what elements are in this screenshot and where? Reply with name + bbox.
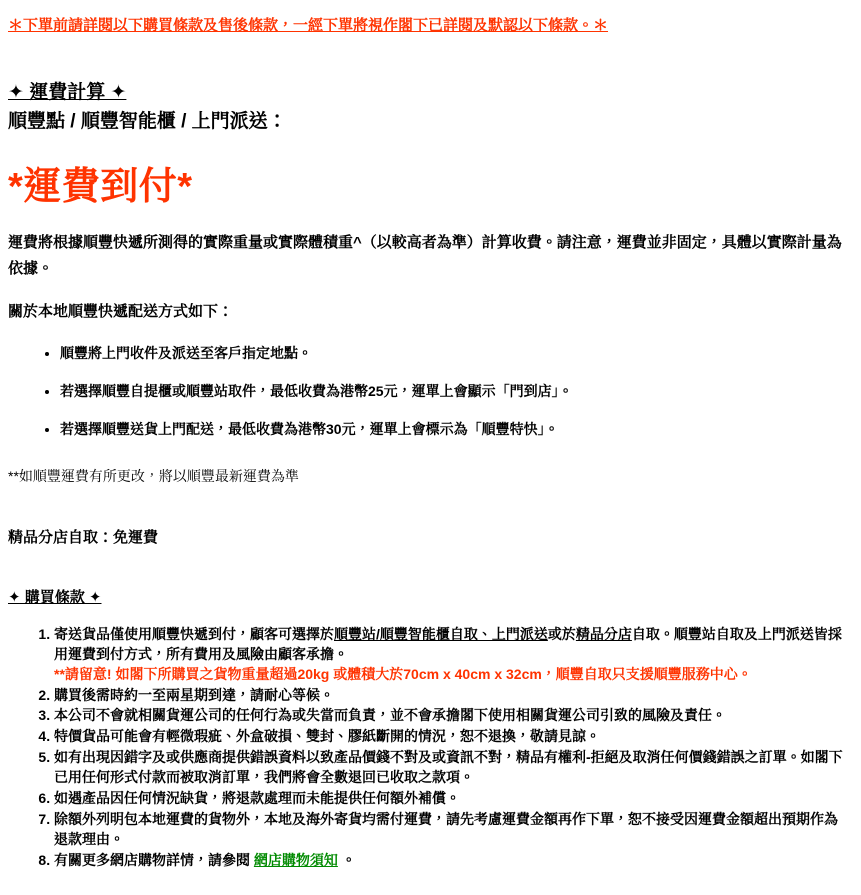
purchase-terms-list	[8, 625, 853, 871]
term-text: 如遇產品因任何情況缺貨，將退款處理而未能提供任何額外補償。	[54, 789, 460, 806]
underlined-pickup-option: 精品分店	[575, 625, 632, 642]
delivery-method-item: • 順豐將上門收件及派送至客戶指定地點。	[60, 344, 853, 364]
term-text: 除額外列明包本地運費的貨物外，本地及海外寄貨均需付運費，請先考慮運費金額再作下單，恕不接受因運費金額超出預期作為退款理由。	[54, 810, 838, 847]
term-text: 自取。順豐站自取及上門派送皆採用運費到付方式，所有費用及風險由顧客承擔。	[54, 625, 842, 662]
purchase-term-item	[54, 686, 853, 706]
shop-guide-link[interactable]: 網店購物須知	[253, 851, 338, 868]
purchase-term-item	[54, 706, 853, 726]
underlined-pickup-option: 順豐站/順豐智能櫃自取、上門派送	[334, 625, 548, 642]
freight-collect-headline: *運費到付*	[8, 165, 193, 208]
purchase-term-item	[54, 851, 853, 871]
purchase-term-item	[54, 810, 853, 850]
store-pickup-free-note: 精品分店自取：免運費	[8, 528, 159, 546]
term-text: 寄送貨品僅使用順豐快遞到付，顧客可選擇於	[54, 625, 334, 642]
term-text: 如有出現因錯字及或供應商提供錯誤資料以致產品價錢不對及或資訊不對，精品有權利-拒絕及取消任何價錢錯誤之訂單。如閣下已用任何形式付款而被取消訂單，我們將會全數退回已收取之款項。	[54, 749, 843, 786]
delivery-methods-list	[8, 344, 853, 439]
delivery-methods-intro: 關於本地順豐快遞配送方式如下：	[8, 303, 234, 321]
purchase-term-item	[54, 789, 853, 809]
delivery-method-item: • 若選擇順豐送貨上門配送，最低收費為港幣30元，運單上會標示為「順豐特快」。	[60, 420, 853, 440]
size-weight-limit-warning: **請留意! 如閣下所購買之貨物重量超過20kg 或體積大於70cm x 40cm x 32cm，順豐自取只支援順豐服務中心。	[54, 665, 752, 682]
pre-order-notice: ＊下單前請詳閱以下購買條款及售後條款，一經下單將視作閣下已詳閱及默認以下條款。＊	[8, 17, 609, 34]
term-text: 本公司不會就相關貨運公司的任何行為或失當而負責，並不會承擔閣下使用相關貨運公司引致的風險及責任。	[54, 707, 726, 724]
purchase-term-item	[54, 727, 853, 747]
freight-change-note: **如順豐運費有所更改，將以順豐最新運費為準	[8, 468, 299, 485]
term-text: 或於	[547, 625, 576, 642]
purchase-terms-heading: ✦ 購買條款 ✦	[8, 588, 102, 606]
delivery-method-item: • 若選擇順豐自提櫃或順豐站取件，最低收費為港幣25元，運單上會顯示「門到店」。	[60, 382, 853, 402]
term-text: 有關更多網店購物詳情，請參閱	[54, 851, 254, 868]
purchase-term-item	[54, 625, 853, 685]
term-text: 。	[337, 851, 356, 868]
freight-calculation-paragraph: 運費將根據順豐快遞所測得的實際重量或實際體積重^（以較高者為準）計算收費。請注意，運費並非固定，具體以實際計量為依據。	[8, 233, 842, 277]
term-text: 特價貨品可能會有輕微瑕疵、外盒破損、雙封、膠紙斷開的情況，恕不退換，敬請見諒。	[54, 728, 600, 745]
shipping-calculation-heading: ✦ 運費計算 ✦	[8, 81, 127, 103]
delivery-options-subheading: 順豐點 / 順豐智能櫃 / 上門派送：	[8, 111, 287, 133]
purchase-term-item	[54, 748, 853, 788]
term-text: 購買後需時約一至兩星期到達，請耐心等候。	[54, 686, 334, 703]
